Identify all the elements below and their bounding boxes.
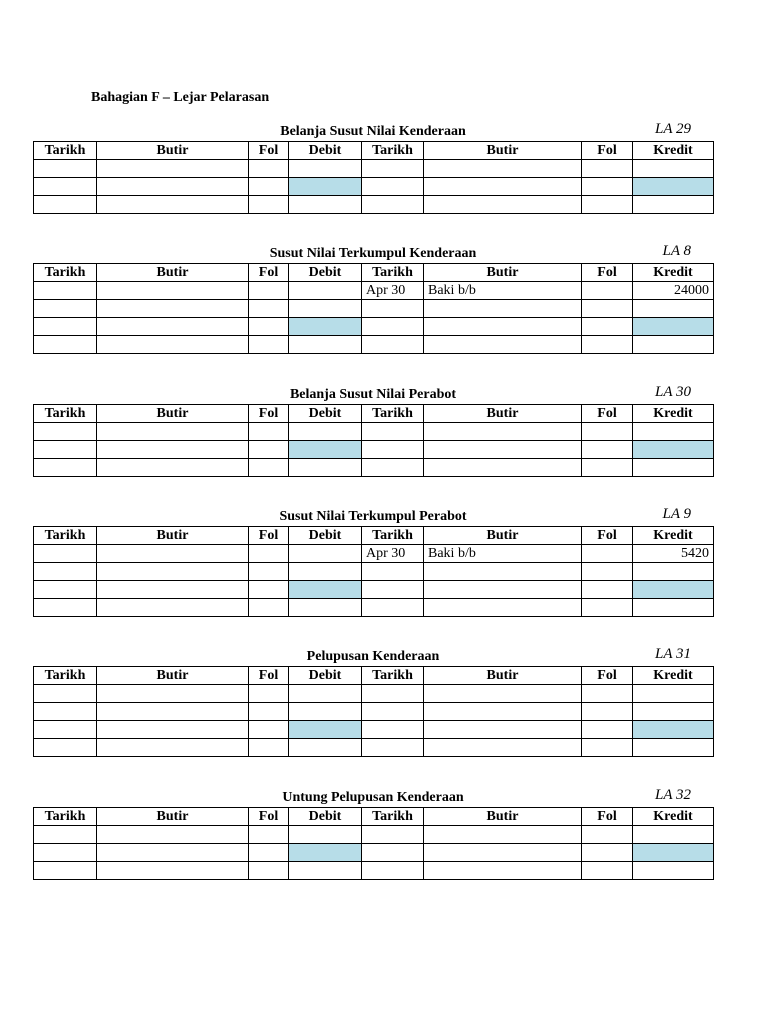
page-title: Bahagian F – Lejar Pelarasan <box>91 90 270 105</box>
cell-debit[interactable] <box>289 739 362 757</box>
cell-debit[interactable] <box>289 441 362 459</box>
cell-fol-kredit[interactable] <box>582 581 633 599</box>
cell-fol-debit[interactable] <box>249 685 289 703</box>
cell-butir-kredit[interactable] <box>424 563 582 581</box>
cell-tarikh-kredit[interactable] <box>362 196 424 214</box>
table-row <box>34 459 714 477</box>
column-header-tarikh-debit: Tarikh <box>34 142 97 160</box>
cell-butir-debit[interactable] <box>97 563 249 581</box>
column-header-butir-kredit: Butir <box>424 808 582 826</box>
cell-butir-kredit[interactable] <box>424 721 582 739</box>
table-row <box>34 336 714 354</box>
cell-butir-kredit[interactable] <box>424 459 582 477</box>
ledger-title: Untung Pelupusan Kenderaan <box>282 790 464 805</box>
ledger-code: LA 31 <box>655 646 691 662</box>
ledger-table <box>33 263 714 354</box>
ledger-code: LA 8 <box>662 243 691 259</box>
ledger-code: LA 32 <box>655 787 691 803</box>
cell-kredit[interactable] <box>633 459 714 477</box>
ledger-header <box>33 787 713 807</box>
ledger-header <box>33 384 713 404</box>
column-header-butir-debit: Butir <box>97 264 249 282</box>
cell-fol-kredit[interactable] <box>582 721 633 739</box>
cell-tarikh-debit[interactable] <box>34 160 97 178</box>
column-header-fol-kredit: Fol <box>582 527 633 545</box>
cell-butir-debit[interactable] <box>97 844 249 862</box>
cell-fol-kredit[interactable] <box>582 545 633 563</box>
cell-butir-kredit[interactable] <box>424 739 582 757</box>
cell-tarikh-debit[interactable] <box>34 739 97 757</box>
column-header-butir-debit: Butir <box>97 527 249 545</box>
ledger-header <box>33 506 713 526</box>
ledger-code: LA 29 <box>655 121 691 137</box>
cell-debit[interactable] <box>289 545 362 563</box>
cell-kredit[interactable] <box>633 300 714 318</box>
column-header-tarikh-debit: Tarikh <box>34 667 97 685</box>
cell-butir-kredit[interactable] <box>424 599 582 617</box>
cell-fol-kredit[interactable] <box>582 826 633 844</box>
cell-butir-kredit[interactable] <box>424 685 582 703</box>
cell-kredit[interactable] <box>633 441 714 459</box>
cell-butir-debit[interactable] <box>97 599 249 617</box>
cell-tarikh-debit[interactable] <box>34 459 97 477</box>
table-header-row <box>34 527 714 545</box>
cell-kredit[interactable] <box>633 563 714 581</box>
table-header-row <box>34 264 714 282</box>
cell-butir-debit[interactable] <box>97 282 249 300</box>
cell-kredit[interactable] <box>633 599 714 617</box>
ledger-header <box>33 646 713 666</box>
cell-tarikh-debit[interactable] <box>34 196 97 214</box>
ledger-title: Susut Nilai Terkumpul Kenderaan <box>269 246 477 261</box>
cell-butir-debit[interactable] <box>97 196 249 214</box>
column-header-tarikh-kredit: Tarikh <box>362 808 424 826</box>
cell-butir-debit[interactable] <box>97 160 249 178</box>
cell-debit[interactable] <box>289 178 362 196</box>
cell-tarikh-kredit[interactable] <box>362 459 424 477</box>
cell-butir-kredit[interactable] <box>424 862 582 880</box>
cell-fol-debit[interactable] <box>249 862 289 880</box>
cell-tarikh-kredit[interactable]: Apr 30 <box>362 282 424 300</box>
cell-fol-debit[interactable] <box>249 844 289 862</box>
cell-butir-kredit[interactable] <box>424 441 582 459</box>
cell-tarikh-kredit[interactable]: Apr 30 <box>362 545 424 563</box>
cell-butir-kredit[interactable]: Baki b/b <box>424 545 582 563</box>
column-header-fol-debit: Fol <box>249 264 289 282</box>
cell-fol-kredit[interactable] <box>582 318 633 336</box>
cell-fol-kredit[interactable] <box>582 685 633 703</box>
cell-tarikh-kredit[interactable] <box>362 178 424 196</box>
column-header-tarikh-debit: Tarikh <box>34 405 97 423</box>
cell-fol-debit[interactable] <box>249 160 289 178</box>
cell-fol-debit[interactable] <box>249 581 289 599</box>
cell-tarikh-kredit[interactable] <box>362 739 424 757</box>
cell-tarikh-debit[interactable] <box>34 318 97 336</box>
cell-fol-kredit[interactable] <box>582 441 633 459</box>
column-header-fol-debit: Fol <box>249 142 289 160</box>
ledger-account <box>33 121 713 214</box>
cell-debit[interactable] <box>289 282 362 300</box>
cell-butir-debit[interactable] <box>97 459 249 477</box>
cell-butir-kredit[interactable] <box>424 703 582 721</box>
cell-tarikh-debit[interactable] <box>34 703 97 721</box>
ledger-account <box>33 384 713 477</box>
cell-butir-kredit[interactable] <box>424 300 582 318</box>
cell-debit[interactable] <box>289 196 362 214</box>
ledger-title: Belanja Susut Nilai Perabot <box>289 387 457 402</box>
cell-tarikh-kredit[interactable] <box>362 703 424 721</box>
cell-kredit[interactable] <box>633 318 714 336</box>
column-header-kredit: Kredit <box>633 264 714 282</box>
cell-fol-debit[interactable] <box>249 721 289 739</box>
column-header-butir-kredit: Butir <box>424 667 582 685</box>
cell-butir-kredit[interactable] <box>424 844 582 862</box>
column-header-debit: Debit <box>289 142 362 160</box>
cell-fol-kredit[interactable] <box>582 196 633 214</box>
cell-debit[interactable] <box>289 318 362 336</box>
cell-tarikh-debit[interactable] <box>34 721 97 739</box>
cell-fol-debit[interactable] <box>249 318 289 336</box>
column-header-tarikh-kredit: Tarikh <box>362 405 424 423</box>
column-header-butir-kredit: Butir <box>424 142 582 160</box>
table-row <box>34 318 714 336</box>
cell-debit[interactable] <box>289 563 362 581</box>
table-row <box>34 599 714 617</box>
cell-tarikh-debit[interactable] <box>34 563 97 581</box>
column-header-kredit: Kredit <box>633 405 714 423</box>
column-header-tarikh-debit: Tarikh <box>34 264 97 282</box>
table-row <box>34 178 714 196</box>
cell-fol-kredit[interactable] <box>582 844 633 862</box>
cell-debit[interactable] <box>289 581 362 599</box>
cell-butir-debit[interactable] <box>97 300 249 318</box>
ledger-code: LA 9 <box>662 506 691 522</box>
cell-tarikh-debit[interactable] <box>34 599 97 617</box>
cell-tarikh-kredit[interactable] <box>362 441 424 459</box>
cell-fol-debit[interactable] <box>249 459 289 477</box>
cell-debit[interactable] <box>289 844 362 862</box>
cell-tarikh-debit[interactable] <box>34 862 97 880</box>
column-header-fol-kredit: Fol <box>582 264 633 282</box>
cell-debit[interactable] <box>289 300 362 318</box>
column-header-tarikh-debit: Tarikh <box>34 808 97 826</box>
cell-butir-debit[interactable] <box>97 441 249 459</box>
table-row <box>34 862 714 880</box>
column-header-tarikh-kredit: Tarikh <box>362 527 424 545</box>
cell-butir-kredit[interactable] <box>424 318 582 336</box>
cell-kredit[interactable]: 5420 <box>633 545 714 563</box>
column-header-debit: Debit <box>289 808 362 826</box>
cell-butir-debit[interactable] <box>97 336 249 354</box>
ledger-code: LA 30 <box>655 384 691 400</box>
cell-fol-kredit[interactable] <box>582 862 633 880</box>
cell-butir-kredit[interactable] <box>424 160 582 178</box>
column-header-butir-debit: Butir <box>97 142 249 160</box>
cell-tarikh-kredit[interactable] <box>362 318 424 336</box>
cell-debit[interactable] <box>289 862 362 880</box>
cell-fol-kredit[interactable] <box>582 282 633 300</box>
table-header-row <box>34 405 714 423</box>
cell-tarikh-debit[interactable] <box>34 581 97 599</box>
table-row <box>34 721 714 739</box>
cell-fol-debit[interactable] <box>249 300 289 318</box>
cell-debit[interactable] <box>289 459 362 477</box>
cell-tarikh-debit[interactable] <box>34 282 97 300</box>
ledger-account <box>33 506 713 617</box>
cell-kredit[interactable] <box>633 685 714 703</box>
table-row <box>34 441 714 459</box>
table-row <box>34 196 714 214</box>
cell-tarikh-kredit[interactable] <box>362 563 424 581</box>
cell-tarikh-kredit[interactable] <box>362 160 424 178</box>
column-header-fol-kredit: Fol <box>582 405 633 423</box>
column-header-kredit: Kredit <box>633 808 714 826</box>
cell-tarikh-kredit[interactable] <box>362 721 424 739</box>
column-header-butir-kredit: Butir <box>424 527 582 545</box>
cell-debit[interactable] <box>289 336 362 354</box>
column-header-fol-kredit: Fol <box>582 142 633 160</box>
cell-debit[interactable] <box>289 703 362 721</box>
cell-tarikh-debit[interactable] <box>34 336 97 354</box>
cell-butir-debit[interactable] <box>97 318 249 336</box>
cell-butir-kredit[interactable]: Baki b/b <box>424 282 582 300</box>
cell-tarikh-kredit[interactable] <box>362 685 424 703</box>
cell-fol-debit[interactable] <box>249 563 289 581</box>
column-header-kredit: Kredit <box>633 527 714 545</box>
cell-tarikh-debit[interactable] <box>34 300 97 318</box>
cell-fol-debit[interactable] <box>249 423 289 441</box>
ledger-account <box>33 646 713 757</box>
cell-fol-kredit[interactable] <box>582 459 633 477</box>
table-row <box>34 300 714 318</box>
ledger-header <box>33 121 713 141</box>
cell-tarikh-kredit[interactable] <box>362 581 424 599</box>
cell-tarikh-debit[interactable] <box>34 545 97 563</box>
ledger-table <box>33 666 714 757</box>
cell-butir-debit[interactable] <box>97 739 249 757</box>
table-row <box>34 826 714 844</box>
cell-kredit[interactable] <box>633 423 714 441</box>
column-header-kredit: Kredit <box>633 667 714 685</box>
cell-kredit[interactable] <box>633 336 714 354</box>
cell-kredit[interactable] <box>633 826 714 844</box>
cell-fol-kredit[interactable] <box>582 739 633 757</box>
cell-fol-kredit[interactable] <box>582 178 633 196</box>
cell-butir-kredit[interactable] <box>424 336 582 354</box>
ledger-header <box>33 243 713 263</box>
cell-kredit[interactable] <box>633 721 714 739</box>
ledger-account <box>33 243 713 354</box>
ledger-title: Susut Nilai Terkumpul Perabot <box>279 509 467 524</box>
ledger-table <box>33 141 714 214</box>
cell-kredit[interactable] <box>633 844 714 862</box>
column-header-fol-debit: Fol <box>249 527 289 545</box>
cell-fol-kredit[interactable] <box>582 563 633 581</box>
table-row <box>34 844 714 862</box>
cell-fol-debit[interactable] <box>249 336 289 354</box>
ledger-table <box>33 526 714 617</box>
table-row <box>34 160 714 178</box>
column-header-debit: Debit <box>289 264 362 282</box>
cell-fol-kredit[interactable] <box>582 160 633 178</box>
cell-fol-debit[interactable] <box>249 196 289 214</box>
cell-fol-debit[interactable] <box>249 441 289 459</box>
cell-butir-kredit[interactable] <box>424 826 582 844</box>
column-header-fol-kredit: Fol <box>582 808 633 826</box>
column-header-fol-kredit: Fol <box>582 667 633 685</box>
column-header-debit: Debit <box>289 527 362 545</box>
table-row <box>34 581 714 599</box>
cell-tarikh-debit[interactable] <box>34 826 97 844</box>
cell-butir-kredit[interactable] <box>424 581 582 599</box>
cell-butir-debit[interactable] <box>97 826 249 844</box>
cell-butir-kredit[interactable] <box>424 178 582 196</box>
table-row <box>34 739 714 757</box>
cell-fol-kredit[interactable] <box>582 300 633 318</box>
cell-tarikh-debit[interactable] <box>34 441 97 459</box>
column-header-tarikh-kredit: Tarikh <box>362 142 424 160</box>
column-header-butir-debit: Butir <box>97 667 249 685</box>
ledger-title: Pelupusan Kenderaan <box>306 649 440 664</box>
cell-tarikh-kredit[interactable] <box>362 336 424 354</box>
cell-fol-debit[interactable] <box>249 703 289 721</box>
cell-tarikh-kredit[interactable] <box>362 599 424 617</box>
column-header-fol-debit: Fol <box>249 667 289 685</box>
cell-fol-kredit[interactable] <box>582 423 633 441</box>
column-header-fol-debit: Fol <box>249 808 289 826</box>
table-row <box>34 423 714 441</box>
cell-debit[interactable] <box>289 721 362 739</box>
cell-kredit[interactable] <box>633 862 714 880</box>
cell-butir-debit[interactable] <box>97 545 249 563</box>
cell-tarikh-kredit[interactable] <box>362 300 424 318</box>
cell-butir-debit[interactable] <box>97 721 249 739</box>
cell-fol-debit[interactable] <box>249 739 289 757</box>
cell-butir-debit[interactable] <box>97 581 249 599</box>
cell-fol-debit[interactable] <box>249 826 289 844</box>
cell-butir-debit[interactable] <box>97 685 249 703</box>
table-row <box>34 545 714 563</box>
cell-tarikh-debit[interactable] <box>34 178 97 196</box>
cell-kredit[interactable] <box>633 739 714 757</box>
cell-fol-debit[interactable] <box>249 545 289 563</box>
table-row <box>34 282 714 300</box>
table-header-row <box>34 142 714 160</box>
cell-fol-kredit[interactable] <box>582 703 633 721</box>
ledger-account <box>33 787 713 880</box>
table-header-row <box>34 808 714 826</box>
cell-fol-debit[interactable] <box>249 178 289 196</box>
cell-debit[interactable] <box>289 685 362 703</box>
cell-fol-kredit[interactable] <box>582 336 633 354</box>
cell-tarikh-debit[interactable] <box>34 685 97 703</box>
cell-tarikh-kredit[interactable] <box>362 826 424 844</box>
column-header-tarikh-kredit: Tarikh <box>362 264 424 282</box>
column-header-butir-debit: Butir <box>97 405 249 423</box>
cell-kredit[interactable] <box>633 196 714 214</box>
cell-kredit[interactable]: 24000 <box>633 282 714 300</box>
cell-debit[interactable] <box>289 599 362 617</box>
column-header-debit: Debit <box>289 667 362 685</box>
cell-debit[interactable] <box>289 826 362 844</box>
cell-kredit[interactable] <box>633 178 714 196</box>
table-row <box>34 685 714 703</box>
table-header-row <box>34 667 714 685</box>
cell-debit[interactable] <box>289 160 362 178</box>
column-header-kredit: Kredit <box>633 142 714 160</box>
cell-butir-debit[interactable] <box>97 703 249 721</box>
cell-butir-kredit[interactable] <box>424 423 582 441</box>
cell-kredit[interactable] <box>633 581 714 599</box>
cell-kredit[interactable] <box>633 160 714 178</box>
column-header-butir-debit: Butir <box>97 808 249 826</box>
cell-fol-debit[interactable] <box>249 599 289 617</box>
cell-butir-kredit[interactable] <box>424 196 582 214</box>
cell-debit[interactable] <box>289 423 362 441</box>
column-header-debit: Debit <box>289 405 362 423</box>
column-header-butir-kredit: Butir <box>424 264 582 282</box>
cell-butir-debit[interactable] <box>97 862 249 880</box>
cell-butir-debit[interactable] <box>97 423 249 441</box>
table-row <box>34 563 714 581</box>
column-header-tarikh-kredit: Tarikh <box>362 667 424 685</box>
cell-tarikh-debit[interactable] <box>34 423 97 441</box>
column-header-tarikh-debit: Tarikh <box>34 527 97 545</box>
ledger-title: Belanja Susut Nilai Kenderaan <box>280 124 466 139</box>
column-header-butir-kredit: Butir <box>424 405 582 423</box>
ledger-table <box>33 807 714 880</box>
table-row <box>34 703 714 721</box>
cell-tarikh-kredit[interactable] <box>362 423 424 441</box>
ledger-table <box>33 404 714 477</box>
cell-tarikh-kredit[interactable] <box>362 844 424 862</box>
cell-kredit[interactable] <box>633 703 714 721</box>
cell-butir-debit[interactable] <box>97 178 249 196</box>
column-header-fol-debit: Fol <box>249 405 289 423</box>
cell-tarikh-kredit[interactable] <box>362 862 424 880</box>
cell-fol-debit[interactable] <box>249 282 289 300</box>
cell-tarikh-debit[interactable] <box>34 844 97 862</box>
cell-fol-kredit[interactable] <box>582 599 633 617</box>
